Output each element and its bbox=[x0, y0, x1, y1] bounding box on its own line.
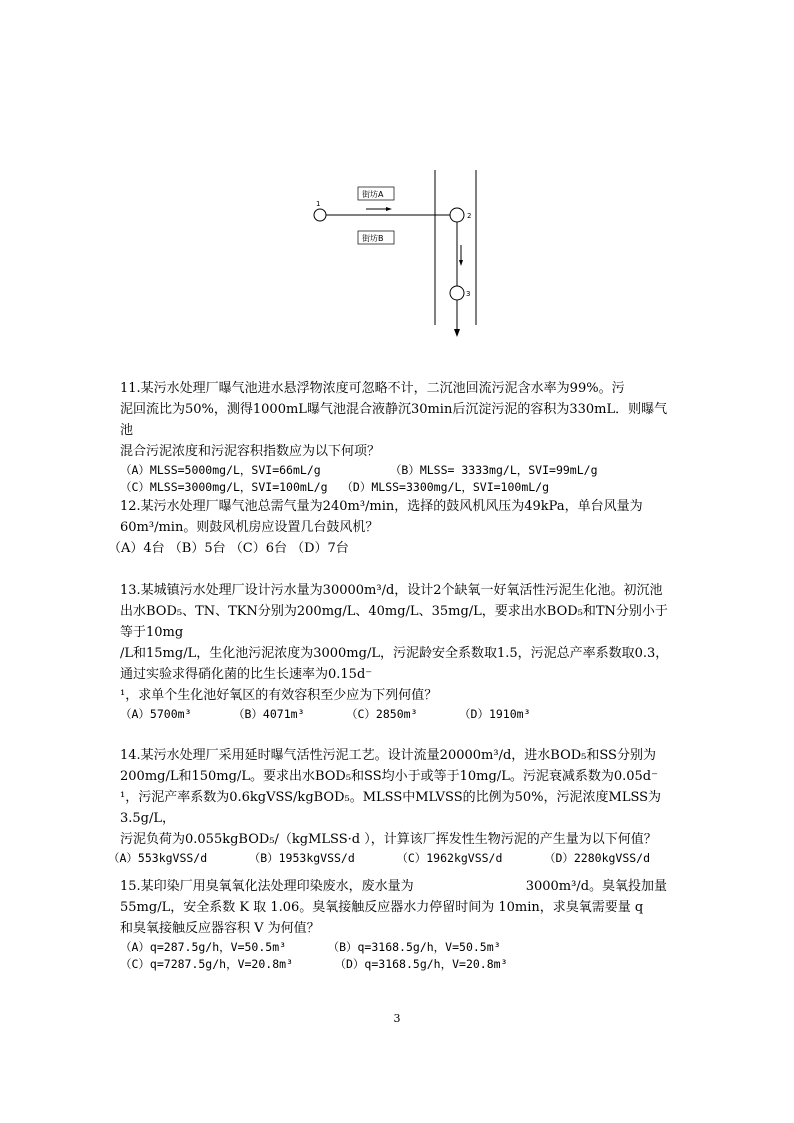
question-14 bbox=[108, 745, 680, 867]
pipe-network-diagram bbox=[300, 165, 500, 345]
question-11-line: 混合污泥浓度和污泥容积指数应为以下何项？ bbox=[120, 444, 381, 459]
question-14-line: ¹，污泥产率系数为0.6kgVSS/kgBOD₅。MLSS中MLVSS的比例为50%，污泥浓度MLSS为3.5g/L， bbox=[120, 790, 662, 826]
flow-arrowhead-down-icon bbox=[459, 260, 463, 266]
question-15-line-end: 3000m³/d。臭氧投加量 bbox=[525, 879, 668, 894]
node-1-label: 1 bbox=[316, 200, 321, 208]
question-14-options: （A）553kgVSS/d （B）1953kgVSS/d （C）1962kgVSS/d （D）2280kgVSS/d bbox=[108, 851, 651, 865]
outlet-arrow-icon bbox=[454, 329, 460, 337]
question-15 bbox=[120, 876, 680, 973]
question-13-line: /L和15mg/L，生化池污泥浓度为3000mg/L，污泥龄安全系数取1.5，污泥总产率系数取0.3， bbox=[120, 646, 669, 661]
question-13 bbox=[120, 580, 680, 723]
question-15-line: 55mg/L，安全系数 K 取 1.06。臭氧接触反应器水力停留时间为 10min，求臭氧需要量 q bbox=[120, 900, 644, 915]
question-12-line: 60m³/min。则鼓风机房应设置几台鼓风机？ bbox=[120, 520, 379, 535]
question-11-options-cd: （C）MLSS=3000mg/L，SVI=100mL/g （D）MLSS=3300mg/L，SVI=100mL/g bbox=[120, 480, 550, 494]
question-12 bbox=[108, 496, 680, 559]
question-14-line: 污泥负荷为0.055kgBOD₅/（kgMLSS·d ），计算该厂挥发性生物污泥的产生量为以下何值？ bbox=[120, 832, 657, 847]
question-13-line: 13.某城镇污水处理厂设计污水量为30000m³/d，设计2个缺氧一好氧活性污泥生化池。初沉池 bbox=[120, 583, 663, 598]
page-number: 3 bbox=[393, 1012, 401, 1025]
node-2 bbox=[450, 208, 464, 222]
question-11 bbox=[120, 378, 680, 496]
node-3 bbox=[450, 286, 464, 300]
question-15-line bbox=[120, 876, 680, 897]
flow-arrowhead-icon bbox=[386, 207, 392, 211]
question-15-options-cd: （C）q=7287.5g/h，V=20.8m³ （D）q=3168.5g/h，V=20.8m³ bbox=[120, 957, 508, 971]
question-12-options: （A）4台 （B）5台 （C）6台 （D）7台 bbox=[108, 541, 349, 556]
question-13-line: 通过实验求得硝化菌的比生长速率为0.15d⁻ bbox=[120, 667, 373, 682]
node-1 bbox=[314, 209, 326, 221]
question-15-line: 和臭氧接触反应器容积 V 为何值？ bbox=[120, 921, 320, 936]
question-11-options-ab: （A）MLSS=5000mg/L，SVI=66mL/g （B）MLSS= 3333mg/L，SVI=99mL/g bbox=[120, 463, 598, 477]
question-14-line: 14.某污水处理厂采用延时曝气活性污泥工艺。设计流量20000m³/d，进水BOD₅和SS分别为 bbox=[120, 748, 656, 763]
question-15-options-ab: （A）q=287.5g/h，V=50.5m³ （B）q=3168.5g/h，V=50.5m³ bbox=[120, 940, 501, 954]
question-13-options: （A）5700m³ （B）4071m³ （C）2850m³ （D）1910m³ bbox=[120, 707, 531, 721]
question-11-line: 11.某污水处理厂曝气池进水悬浮物浓度可忽略不计，二沉池回流污泥含水率为99%。污 bbox=[120, 381, 625, 396]
question-13-line: 出水BOD₅、TN、TKN分别为200mg/L、40mg/L、35mg/L，要求出水BOD₅和TN分别小于等于10mg bbox=[120, 604, 668, 640]
question-11-line: 泥回流比为50%，测得1000mL曝气池混合液静沉30min后沉淀污泥的容积为330mL．则曝气池 bbox=[120, 402, 668, 438]
label-block-a: 街坊A bbox=[362, 190, 384, 199]
label-block-b: 街坊B bbox=[362, 234, 384, 243]
question-12-line: 12.某污水处理厂曝气池总需气量为240m³/min，选择的鼓风机风压为49kPa，单台风量为 bbox=[120, 499, 643, 514]
node-3-label: 3 bbox=[466, 290, 471, 298]
question-15-line-start: 15.某印染厂用臭氧氧化法处理印染废水，废水量为 bbox=[120, 879, 414, 894]
node-2-label: 2 bbox=[467, 212, 472, 220]
question-14-line: 200mg/L和150mg/L。要求出水BOD₅和SS均小于或等于10mg/L。污泥衰减系数为0.05d⁻ bbox=[120, 769, 658, 784]
question-13-line: ¹，求单个生化池好氧区的有效容积至少应为下列何值？ bbox=[120, 688, 438, 703]
